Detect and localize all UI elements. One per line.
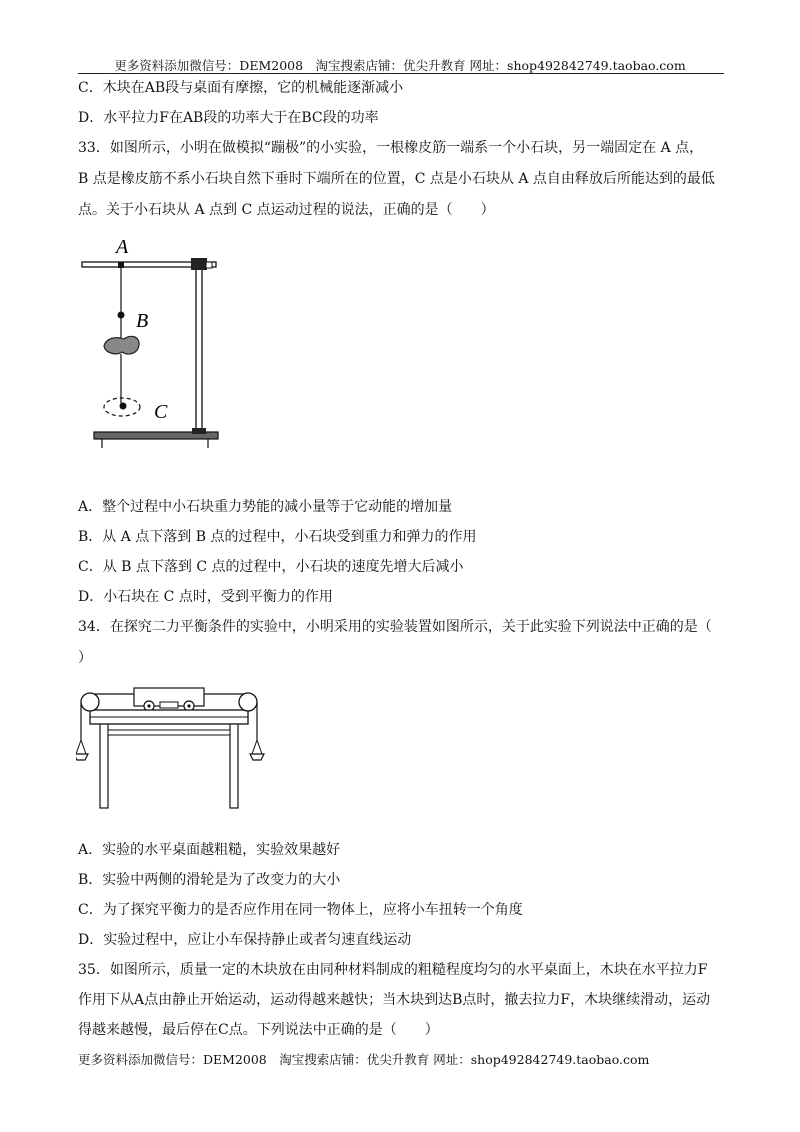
option-c-q34: C．为了探究平衡力的是否应作用在同一物体上，应将小车扭转一个角度	[78, 902, 523, 918]
label-c: C	[154, 401, 168, 423]
question-35-line1: 35．如图所示，质量一定的木块放在由同种材料制成的粗糙程度均匀的水平桌面上，木块在水平拉力F	[78, 962, 708, 978]
question-35-line2: 作用下从A点由静止开始运动，运动得越来越快；当木块到达B点时，撤去拉力F，木块继续滑动，运动	[78, 992, 711, 1008]
table-leg-left	[100, 724, 108, 808]
option-d-q32: D．水平拉力F在AB段的功率大于在BC段的功率	[78, 110, 379, 126]
page-header: 更多资料添加微信号：DEM2008 淘宝搜索店铺：优尖升教育 网址：shop492842749.taobao.com	[114, 58, 686, 73]
point-c-marker	[120, 403, 127, 410]
bungee-figure	[78, 228, 228, 453]
page-footer: 更多资料添加微信号：DEM2008 淘宝搜索店铺：优尖升教育 网址：shop492842749.taobao.com	[78, 1052, 650, 1067]
point-b-marker	[118, 312, 125, 319]
weight-pan-right	[250, 754, 264, 760]
option-c-q32: C．木块在AB段与桌面有摩擦，它的机械能逐渐减小	[78, 80, 404, 96]
weight-pan-left	[76, 754, 88, 760]
question-33-line1: 33．如图所示，小明在做模拟“蹦极”的小实验，一根橡皮筋一端系一个小石块，另一端固定在 A 点，	[78, 140, 704, 156]
pulley-left	[81, 693, 99, 711]
clamp	[191, 258, 207, 270]
stand-pole	[196, 262, 202, 434]
option-d-q33: D．小石块在 C 点时，受到平衡力的作用	[78, 589, 333, 605]
pulley-right	[239, 693, 257, 711]
question-34-line1: 34．在探究二力平衡条件的实验中，小明采用的实验装置如图所示，关于此实验下列说法中正确的是（	[78, 619, 712, 635]
option-c-q33: C．从 B 点下落到 C 点的过程中，小石块的速度先增大后减小	[78, 559, 464, 575]
option-b-q33: B．从 A 点下落到 B 点的过程中，小石块受到重力和弹力的作用	[78, 529, 477, 545]
label-b: B	[136, 310, 149, 332]
question-34-line2: ）	[78, 650, 92, 666]
question-35-line3: 得越来越慢，最后停在C点。下列说法中正确的是（ ）	[78, 1022, 439, 1038]
question-33-line3: 点。关于小石块从 A 点到 C 点运动过程的说法，正确的是（ ）	[78, 202, 495, 218]
option-b-q34: B．实验中两侧的滑轮是为了改变力的大小	[78, 872, 341, 888]
header-rule	[78, 73, 724, 74]
point-a-marker	[118, 262, 124, 268]
question-33-line2: B 点是橡皮筋不系小石块自然下垂时下端所在的位置，C 点是小石块从 A 点自由释放后所能达到的最低	[78, 171, 715, 187]
label-a: A	[116, 236, 129, 258]
balance-figure	[76, 680, 266, 812]
option-a-q34: A．实验的水平桌面越粗糙，实验效果越好	[78, 842, 341, 858]
option-d-q34: D．实验过程中，应让小车保持静止或者匀速直线运动	[78, 932, 412, 948]
table-leg-right	[230, 724, 238, 808]
option-a-q33: A．整个过程中小石块重力势能的减小量等于它动能的增加量	[78, 499, 453, 515]
stone	[104, 336, 139, 354]
